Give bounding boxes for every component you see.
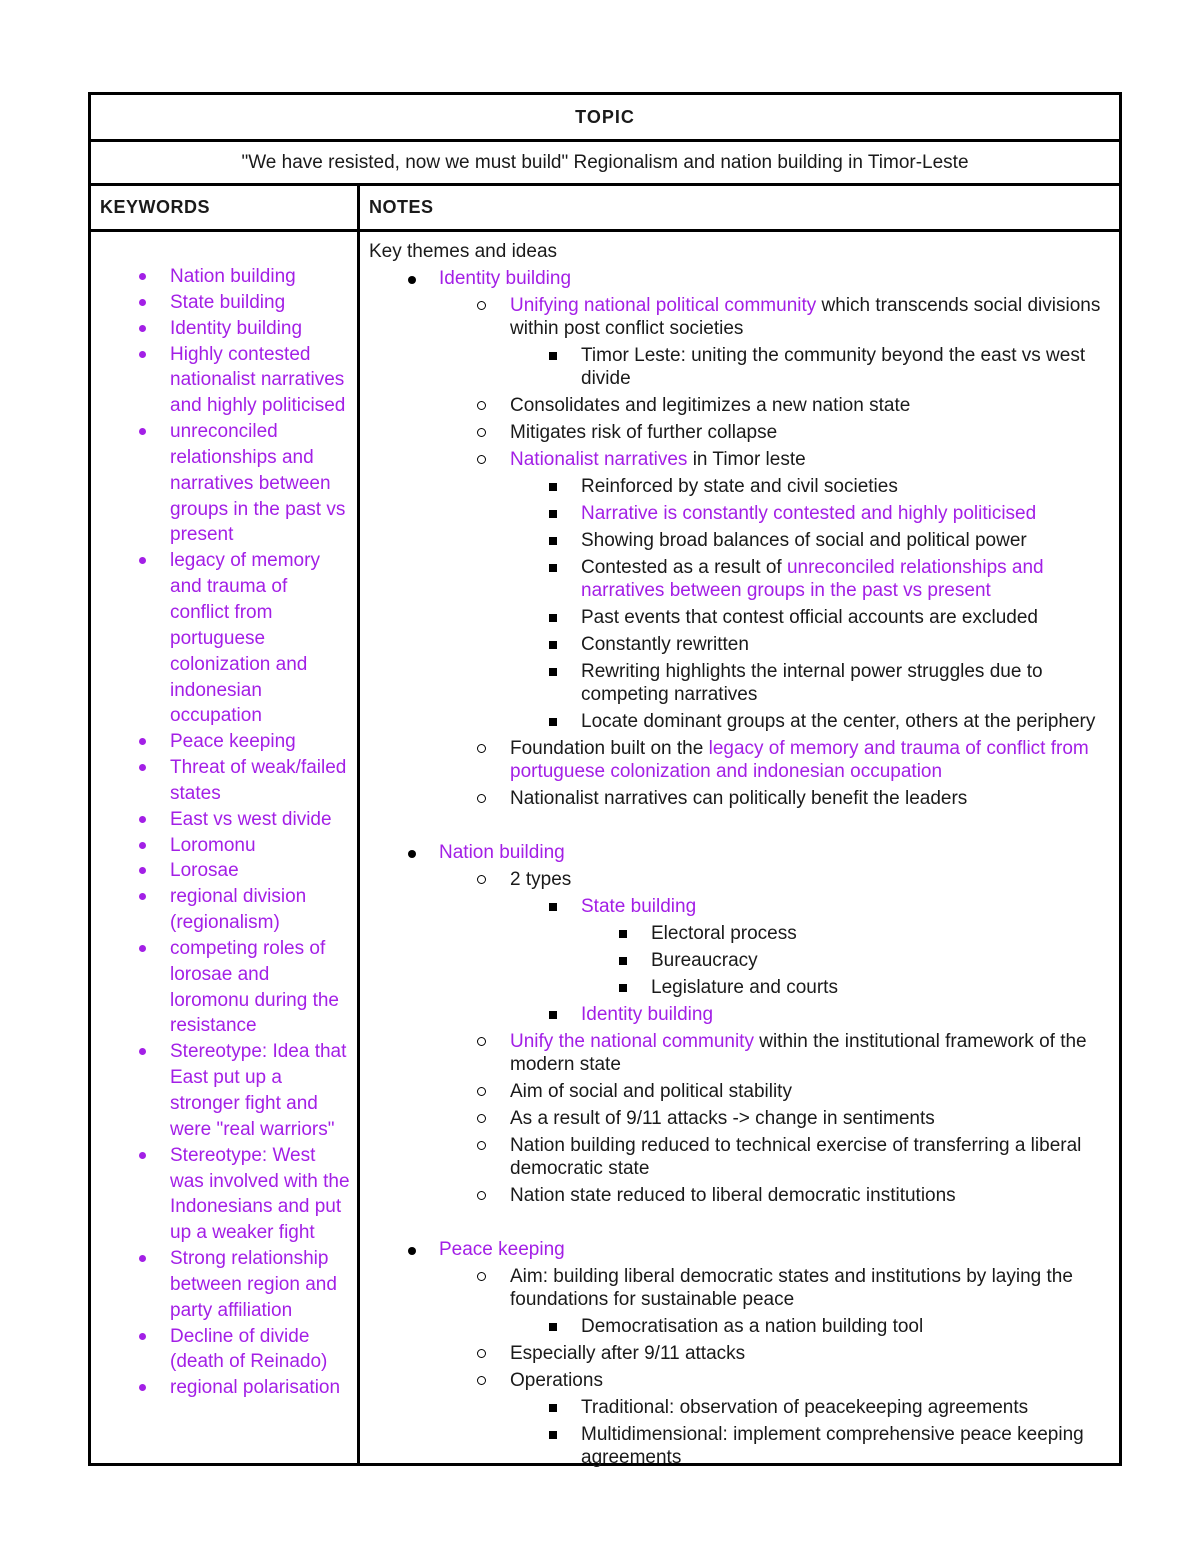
circle-bullet-icon: [477, 1114, 486, 1123]
keyword-item: legacy of memory and trauma of conflict from portuguese colonization and indonesian occupation: [91, 548, 350, 729]
bullet-icon: [139, 764, 146, 771]
section-label: Nation building: [439, 842, 565, 863]
note-subitem: Reinforced by state and civil societies: [369, 475, 1115, 498]
note-subsubitem: Bureaucracy: [369, 949, 1115, 972]
note-item: Mitigates risk of further collapse: [369, 421, 1115, 444]
circle-bullet-icon: [477, 428, 486, 437]
bullet-icon: [408, 850, 416, 858]
circle-bullet-icon: [477, 1141, 486, 1150]
note-subitem: Identity building: [369, 1003, 1115, 1026]
keywords-list: [91, 264, 350, 1401]
page-title: "We have resisted, now we must build" Regionalism and nation building in Timor-Leste: [241, 152, 969, 173]
keywords-header: KEYWORDS: [100, 197, 211, 217]
note-subitem: Constantly rewritten: [369, 633, 1115, 656]
note-subitem: Contested as a result of unreconciled relationships and narratives between groups in the past vs present: [369, 556, 1115, 602]
bullet-icon: [139, 299, 146, 306]
bullet-icon: [408, 1247, 416, 1255]
circle-bullet-icon: [477, 1037, 486, 1046]
keyword-item: Threat of weak/failed states: [91, 755, 350, 807]
note-subitem: Locate dominant groups at the center, others at the periphery: [369, 710, 1115, 733]
note-subitem: Past events that contest official accounts are excluded: [369, 606, 1115, 629]
section-label: Identity building: [439, 268, 572, 289]
keyword-item: Stereotype: Idea that East put up a stronger fight and were "real warriors": [91, 1039, 350, 1142]
circle-bullet-icon: [477, 1191, 486, 1200]
bullet-icon: [139, 867, 146, 874]
note-item: Consolidates and legitimizes a new nation state: [369, 394, 1115, 417]
square-bullet-icon: [549, 614, 557, 622]
bullet-icon: [408, 276, 416, 284]
bullet-icon: [139, 557, 146, 564]
circle-bullet-icon: [477, 1272, 486, 1281]
square-bullet-icon: [549, 641, 557, 649]
square-bullet-icon: [549, 718, 557, 726]
keyword-item: Strong relationship between region and party affiliation: [91, 1246, 350, 1324]
note-subsubitem: Electoral process: [369, 922, 1115, 945]
title-row: [91, 142, 1119, 186]
circle-bullet-icon: [477, 455, 486, 464]
notes-column: [360, 232, 1119, 1468]
circle-bullet-icon: [477, 301, 486, 310]
note-item: Nationalist narratives can politically benefit the leaders: [369, 787, 1115, 810]
note-subitem: Democratisation as a nation building tool: [369, 1315, 1115, 1338]
circle-bullet-icon: [477, 794, 486, 803]
circle-bullet-icon: [477, 1349, 486, 1358]
note-subitem: Multidimensional: implement comprehensive peace keeping agreements: [369, 1423, 1115, 1469]
notes-table: [88, 92, 1122, 1466]
square-bullet-icon: [549, 668, 557, 676]
section-label: Peace keeping: [439, 1239, 565, 1260]
square-bullet-icon: [549, 1323, 557, 1331]
topic-row: [91, 95, 1119, 142]
square-bullet-icon: [549, 564, 557, 572]
keyword-item: competing roles of lorosae and loromonu during the resistance: [91, 936, 350, 1039]
bullet-icon: [139, 842, 146, 849]
keyword-item: Peace keeping: [91, 729, 350, 755]
keywords-column: [91, 232, 357, 1463]
note-item: Aim of social and political stability: [369, 1080, 1115, 1103]
note-item: Nation building reduced to technical exercise of transferring a liberal democratic state: [369, 1134, 1115, 1180]
keyword-item: Lorosae: [91, 858, 350, 884]
square-bullet-icon: [619, 957, 627, 965]
square-bullet-icon: [549, 1431, 557, 1439]
square-bullet-icon: [549, 1011, 557, 1019]
keyword-item: East vs west divide: [91, 807, 350, 833]
square-bullet-icon: [549, 483, 557, 491]
note-item: Unify the national community within the institutional framework of the modern state: [369, 1030, 1115, 1076]
circle-bullet-icon: [477, 401, 486, 410]
keyword-item: Identity building: [91, 316, 350, 342]
bullet-icon: [139, 428, 146, 435]
keyword-item: State building: [91, 290, 350, 316]
bullet-icon: [139, 893, 146, 900]
bullet-icon: [139, 945, 146, 952]
square-bullet-icon: [549, 537, 557, 545]
square-bullet-icon: [549, 903, 557, 911]
bullet-icon: [139, 1384, 146, 1391]
notes-intro: Key themes and ideas: [369, 241, 558, 262]
circle-bullet-icon: [477, 1087, 486, 1096]
circle-bullet-icon: [477, 875, 486, 884]
bullet-icon: [139, 273, 146, 280]
keyword-item: Nation building: [91, 264, 350, 290]
note-subitem: Narrative is constantly contested and highly politicised: [369, 502, 1115, 525]
square-bullet-icon: [549, 1404, 557, 1412]
note-item: As a result of 9/11 attacks -> change in sentiments: [369, 1107, 1115, 1130]
note-item: Nationalist narratives in Timor leste: [369, 448, 1115, 471]
header-row: [91, 186, 1119, 232]
note-subitem: Traditional: observation of peacekeeping agreements: [369, 1396, 1115, 1419]
keyword-item: regional division (regionalism): [91, 884, 350, 936]
square-bullet-icon: [549, 510, 557, 518]
keyword-item: Loromonu: [91, 833, 350, 859]
square-bullet-icon: [619, 984, 627, 992]
keyword-item: Highly contested nationalist narratives and highly politicised: [91, 342, 350, 420]
note-item: Unifying national political community which transcends social divisions within post conflict societies: [369, 294, 1115, 340]
note-item: Foundation built on the legacy of memory and trauma of conflict from portuguese colonization and indonesian occupation: [369, 737, 1115, 783]
bullet-icon: [139, 816, 146, 823]
bullet-icon: [139, 1152, 146, 1159]
note-subitem: State building: [369, 895, 1115, 918]
notes-header: NOTES: [369, 197, 434, 217]
note-item: 2 types: [369, 868, 1115, 891]
note-item: Nation state reduced to liberal democratic institutions: [369, 1184, 1115, 1207]
note-item: Especially after 9/11 attacks: [369, 1342, 1115, 1365]
keyword-item: regional polarisation: [91, 1375, 350, 1401]
note-subitem: Timor Leste: uniting the community beyond the east vs west divide: [369, 344, 1115, 390]
keyword-item: Decline of divide (death of Reinado): [91, 1324, 350, 1376]
circle-bullet-icon: [477, 744, 486, 753]
note-subsubitem: Legislature and courts: [369, 976, 1115, 999]
section-identity-building: [369, 267, 1115, 290]
circle-bullet-icon: [477, 1376, 486, 1385]
bullet-icon: [139, 1048, 146, 1055]
topic-label: TOPIC: [575, 107, 635, 127]
section-peace-keeping: [369, 1238, 1115, 1261]
bullet-icon: [139, 325, 146, 332]
bullet-icon: [139, 1255, 146, 1262]
note-item: Operations: [369, 1369, 1115, 1392]
note-subitem: Showing broad balances of social and political power: [369, 529, 1115, 552]
bullet-icon: [139, 351, 146, 358]
notes-content: [369, 240, 1115, 1473]
bullet-icon: [139, 1333, 146, 1340]
keyword-item: unreconciled relationships and narratives between groups in the past vs present: [91, 419, 350, 548]
note-item: Aim: building liberal democratic states and institutions by laying the foundations for sustainable peace: [369, 1265, 1115, 1311]
keyword-item: Stereotype: West was involved with the Indonesians and put up a weaker fight: [91, 1143, 350, 1246]
square-bullet-icon: [619, 930, 627, 938]
note-subitem: Rewriting highlights the internal power struggles due to competing narratives: [369, 660, 1115, 706]
section-nation-building: [369, 841, 1115, 864]
bullet-icon: [139, 738, 146, 745]
square-bullet-icon: [549, 352, 557, 360]
